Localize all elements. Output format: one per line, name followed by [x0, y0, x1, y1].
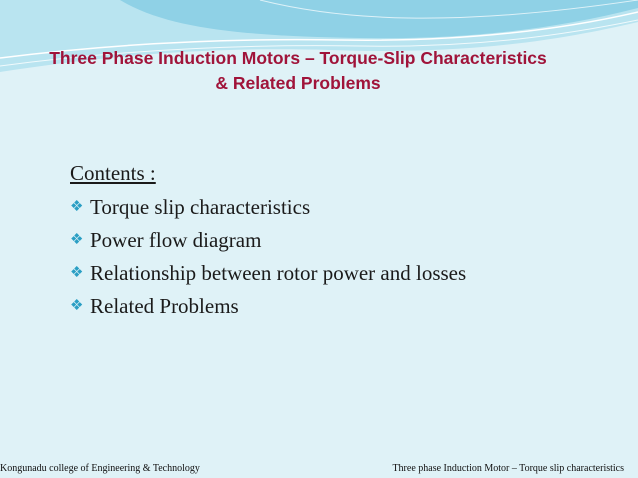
list-item-label: Power flow diagram — [90, 227, 262, 252]
footer-topic: Three phase Induction Motor – Torque slip characteristics — [392, 463, 624, 474]
diamond-bullet-icon: ❖ — [70, 264, 84, 281]
slide-title — [0, 46, 596, 96]
diamond-bullet-icon: ❖ — [70, 297, 84, 314]
slide-title-line-1: Three Phase Induction Motors – Torque-Slip Characteristics — [49, 48, 547, 68]
diamond-bullet-icon: ❖ — [70, 198, 84, 215]
diamond-bullet-icon: ❖ — [70, 231, 84, 248]
list-item-label: Related Problems — [90, 293, 239, 318]
list-item — [70, 256, 466, 289]
contents-heading: Contents : — [70, 161, 156, 185]
contents-list — [70, 190, 466, 322]
footer-institution: Kongunadu college of Engineering & Technology — [0, 463, 200, 474]
list-item — [70, 190, 466, 223]
list-item-label: Relationship between rotor power and losses — [90, 260, 467, 285]
slide-title-line-2: & Related Problems — [215, 73, 381, 93]
contents-section — [70, 158, 466, 322]
list-item — [70, 223, 466, 256]
list-item-label: Torque slip characteristics — [90, 194, 311, 219]
list-item — [70, 289, 466, 322]
